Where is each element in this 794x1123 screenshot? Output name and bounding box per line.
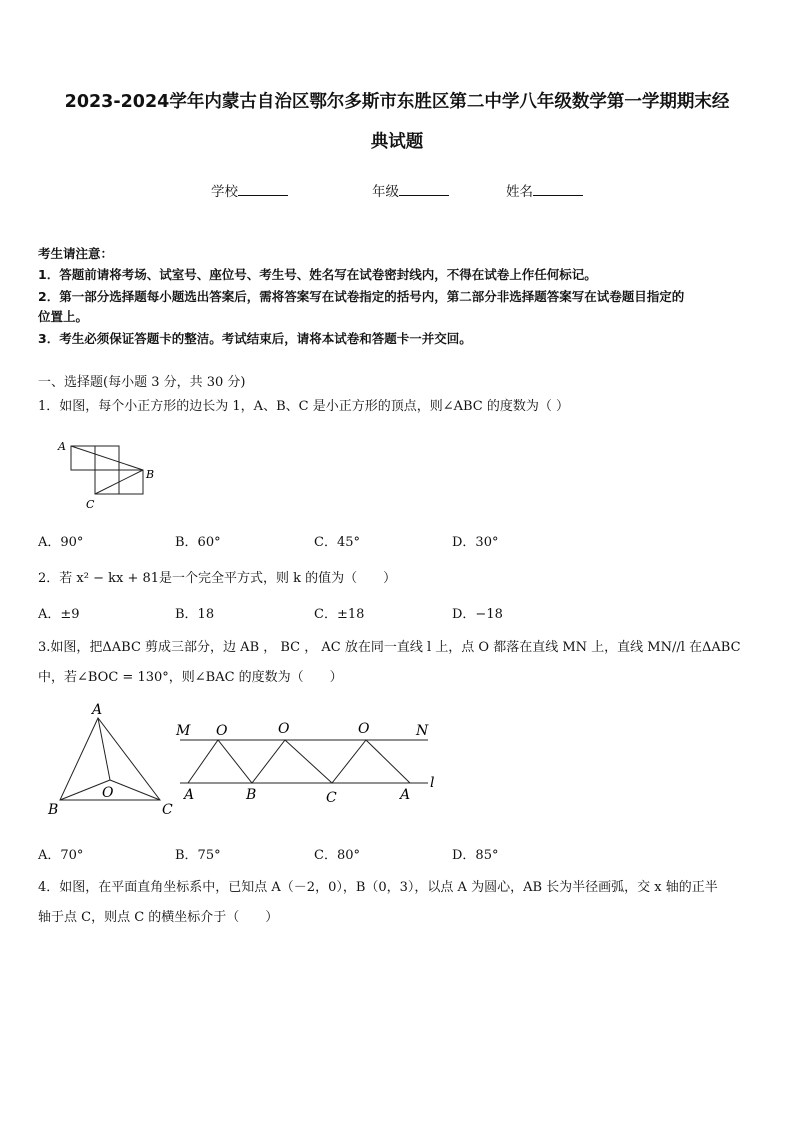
grade-label: 年级 xyxy=(372,184,399,200)
q3-option-b: B．75° xyxy=(175,848,221,863)
school-label: 学校 xyxy=(211,184,238,200)
q2-text: 2．若 x² − kx + 81是一个完全平方式，则 k 的值为（ ） xyxy=(38,571,397,586)
q2-option-b: B．18 xyxy=(175,607,215,622)
q3-label-n: N xyxy=(416,723,429,739)
q3-left-label-a: A xyxy=(92,702,103,718)
grade-blank xyxy=(399,182,449,196)
grade-field xyxy=(372,180,449,200)
q1-option-a: A．90° xyxy=(38,535,84,550)
name-blank xyxy=(533,182,583,196)
notes-heading: 考生请注意： xyxy=(38,246,114,261)
q3-left-label-b: B xyxy=(48,802,59,818)
q3-label-m: M xyxy=(176,723,191,739)
q4-text-line-1: 4．如图，在平面直角坐标系中，已知点 A（－2，0），B（0，3），以点 A 为圆心，AB 长为半径画弧，交 x 轴的正半 xyxy=(38,880,718,895)
q3-left-label-o: O xyxy=(102,785,114,801)
section-heading: 一、选择题(每小题 3 分，共 30 分) xyxy=(38,375,246,390)
q1-label-c: C xyxy=(86,498,95,511)
q4-text-line-2: 轴于点 C，则点 C 的横坐标介于（ ） xyxy=(38,910,279,925)
q3-label-o: O xyxy=(358,721,370,737)
q3-label-l: l xyxy=(430,775,435,791)
q2-option-d: D．−18 xyxy=(452,607,503,622)
q2-option-c: C．±18 xyxy=(314,607,365,622)
name-field xyxy=(506,180,583,200)
school-blank xyxy=(238,182,288,196)
q3-left-label-c: C xyxy=(162,802,173,818)
note-item: 位置上。 xyxy=(38,309,89,324)
q3-text-line-2: 中，若∠BOC = 130°，则∠BAC 的度数为（ ） xyxy=(38,670,343,685)
q1-option-c: C．45° xyxy=(314,535,360,550)
q2-option-a: A．±9 xyxy=(38,607,80,622)
exam-title-line-1: 2023-2024学年内蒙古自治区鄂尔多斯市东胜区第二中学八年级数学第一学期期末经 xyxy=(64,92,730,112)
q3-line-figure xyxy=(170,715,450,810)
q3-label-a: A xyxy=(400,787,411,803)
q3-label-b: B xyxy=(246,787,257,803)
q3-label-c: C xyxy=(326,790,337,806)
q1-label-a: A xyxy=(58,440,66,453)
q3-option-a: A．70° xyxy=(38,848,84,863)
q3-option-c: C．80° xyxy=(314,848,360,863)
school-field xyxy=(211,180,288,200)
q1-label-b: B xyxy=(146,468,155,481)
q1-text: 1．如图，每个小正方形的边长为 1，A、B、C 是小正方形的顶点，则∠ABC 的度数为（ ） xyxy=(38,399,569,414)
q3-text-line-1: 3.如图，把ΔABC 剪成三部分，边 AB ， BC ， AC 放在同一直线 l 上，点 O 都落在直线 MN 上，直线 MN//l 在ΔABC xyxy=(38,640,741,655)
exam-title-line-2: 典试题 xyxy=(370,132,424,152)
q3-triangle-figure xyxy=(40,700,180,825)
name-label: 姓名 xyxy=(506,184,533,200)
note-item: 2．第一部分选择题每小题选出答案后，需将答案写在试卷指定的括号内，第二部分非选择题答案写在试卷题目指定的 xyxy=(38,289,685,304)
note-item: 1．答题前请将考场、试室号、座位号、考生号、姓名写在试卷密封线内，不得在试卷上作任何标记。 xyxy=(38,267,597,282)
q3-label-a: A xyxy=(184,787,195,803)
q1-grid-figure xyxy=(56,436,166,516)
q3-label-o: O xyxy=(216,723,228,739)
q3-label-o: O xyxy=(278,721,290,737)
note-item: 3．考生必须保证答题卡的整洁。考试结束后，请将本试卷和答题卡一并交回。 xyxy=(38,331,472,346)
q3-option-d: D．85° xyxy=(452,848,499,863)
q1-option-d: D．30° xyxy=(452,535,499,550)
q1-option-b: B．60° xyxy=(175,535,221,550)
